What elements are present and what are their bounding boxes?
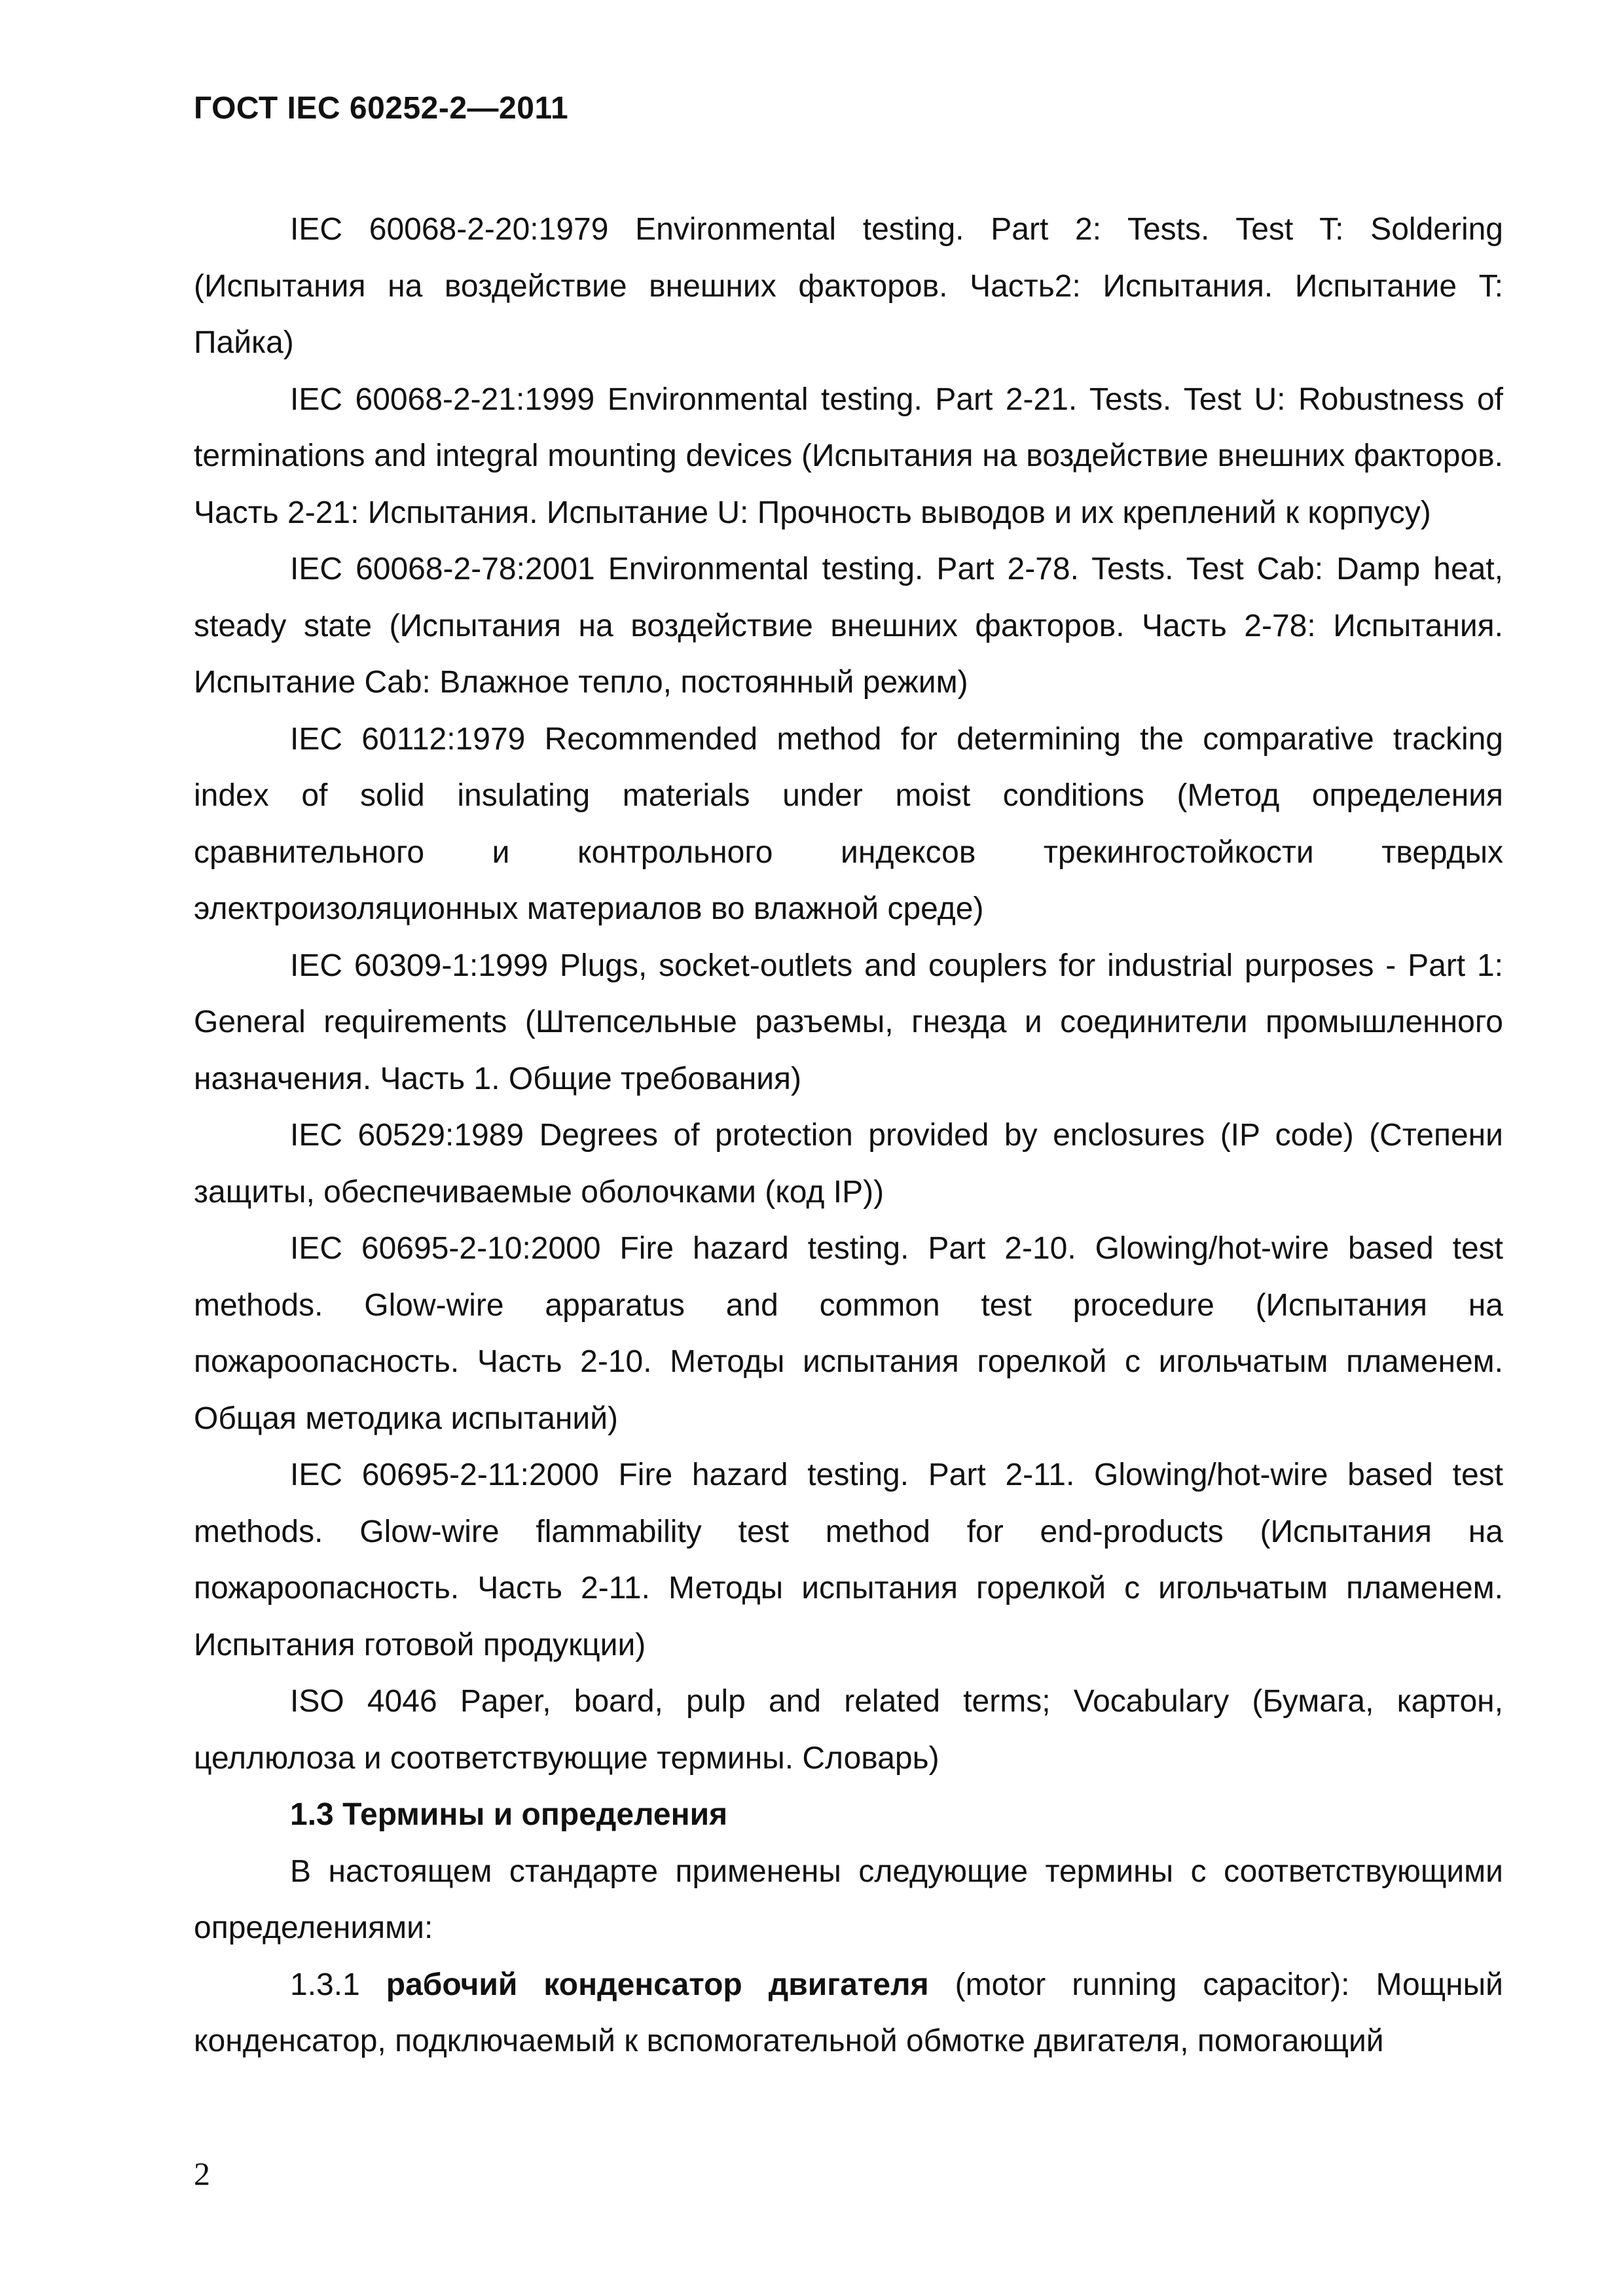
section-intro: В настоящем стандарте применены следующие термины с соответствующими определениями: bbox=[194, 1854, 1503, 1945]
reference-item: IEC 60529:1989 Degrees of protection provided by enclosures (IP code) (Степени защиты, обеспечиваемые оболочками (код IP)) bbox=[194, 1118, 1503, 1210]
term-number: 1.3.1 bbox=[290, 1967, 360, 2002]
page-number: 2 bbox=[194, 2155, 210, 2192]
term-definition-text: (motor running capacitor): Мощный конденсатор, подключаемый к вспомогательной обмотке двигателя, помогающий bbox=[194, 1967, 1503, 2058]
standard-header: ГОСТ IEC 60252-2—2011 bbox=[194, 91, 569, 126]
section-heading: 1.3 Термины и определения bbox=[290, 1797, 728, 1832]
term-definition bbox=[194, 1957, 1503, 2070]
reference-item: IEC 60112:1979 Recommended method for determining the comparative tracking index of solid insulating materials under moist conditions (Метод определения сравнительного и контрольного индексов трекингостойкости твердых электроизоляционных материалов во влажной среде) bbox=[194, 721, 1503, 926]
term-name: рабочий конденсатор двигателя bbox=[386, 1967, 929, 2002]
reference-item: IEC 60068-2-21:1999 Environmental testing. Part 2-21. Tests. Test U: Robustness of terminations and integral mounting devices (Испытания на воздействие внешних факторов. Часть 2-21: Испытания. Испытание U: Прочность выводов и их креплений к корпусу) bbox=[194, 382, 1503, 530]
reference-item: IEC 60695-2-10:2000 Fire hazard testing. Part 2-10. Glowing/hot-wire based test methods. Glow-wire apparatus and common test procedure (Испытания на пожароопасность. Часть 2-10. Методы испытания горелкой с игольчатым пламенем. Общая методика испытаний) bbox=[194, 1231, 1503, 1436]
document-body bbox=[194, 202, 1503, 2070]
reference-item: IEC 60068-2-20:1979 Environmental testing. Part 2: Tests. Test T: Soldering (Испытания на воздействие внешних факторов. Часть2: Испытания. Испытание T: Пайка) bbox=[194, 212, 1503, 360]
reference-item: IEC 60309-1:1999 Plugs, socket-outlets and couplers for industrial purposes - Part 1: General requirements (Штепсельные разъемы, гнезда и соединители промышленного назначения. Часть 1. Общие требования) bbox=[194, 948, 1503, 1096]
reference-item: IEC 60068-2-78:2001 Environmental testing. Part 2-78. Tests. Test Cab: Damp heat, steady state (Испытания на воздействие внешних факторов. Часть 2-78: Испытания. Испытание Cab: Влажное тепло, постоянный режим) bbox=[194, 552, 1503, 700]
reference-item: ISO 4046 Paper, board, pulp and related terms; Vocabulary (Бумага, картон, целлюлоза и соответствующие термины. Словарь) bbox=[194, 1684, 1503, 1776]
reference-item: IEC 60695-2-11:2000 Fire hazard testing. Part 2-11. Glowing/hot-wire based test methods. Glow-wire flammability test method for end-products (Испытания на пожароопасность. Часть 2-11. Методы испытания горелкой с игольчатым пламенем. Испытания готовой продукции) bbox=[194, 1458, 1503, 1662]
